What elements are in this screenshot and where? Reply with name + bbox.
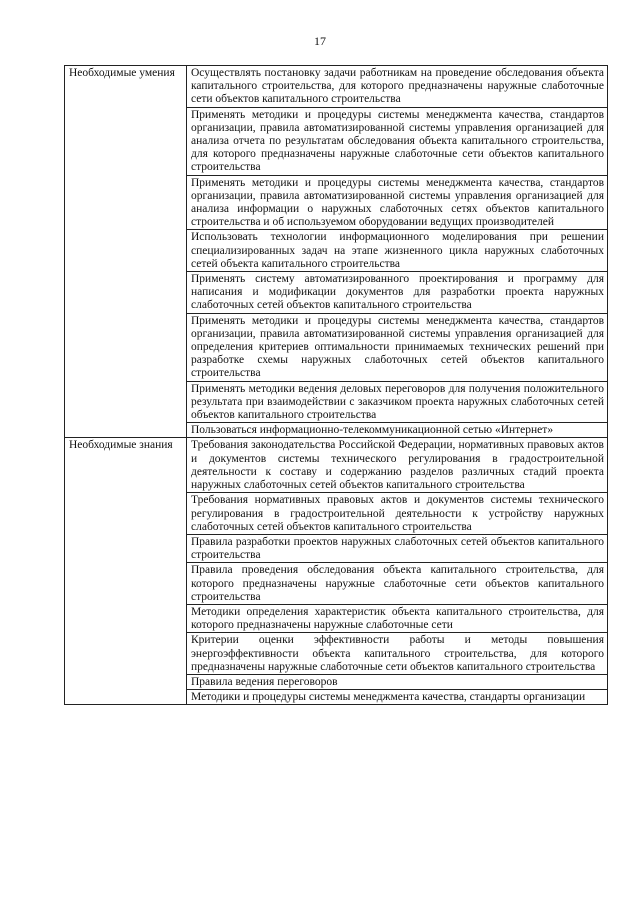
knowledge-item: Методики определения характеристик объекта капитального строительства, для которого предназначены наружные слаботочные сети bbox=[187, 604, 608, 632]
skill-item: Применять методики и процедуры системы менеджмента качества, стандартов организации, правила автоматизированной системы управления организацией для анализа отчета по результатам обследования объекта капитального строительства, для которого предназначены наружные слаботочные сети объектов капитального строительства bbox=[187, 107, 608, 175]
skill-item: Использовать технологии информационного моделирования при решении специализированных задач на этапе жизненного цикла наружных слаботочных сетей объекта капитального строительства bbox=[187, 230, 608, 272]
knowledge-item: Требования нормативных правовых актов и документов системы технического регулирования в градостроительной деятельности к устройству наружных слаботочных сетей объектов капитального строительства bbox=[187, 493, 608, 535]
table-row bbox=[65, 66, 608, 108]
skill-item: Осуществлять постановку задачи работникам на проведение обследования объекта капитального строительства, для которого предназначены наружные слаботочные сети объектов капитального строительства bbox=[187, 66, 608, 108]
knowledge-item: Правила ведения переговоров bbox=[187, 674, 608, 689]
table-row bbox=[65, 438, 608, 493]
page-number: 17 bbox=[314, 34, 326, 48]
skill-item: Применять систему автоматизированного проектирования и программу для написания и модификации документов для разработки проекта наружных слаботочных сетей объектов капитального строительства bbox=[187, 272, 608, 314]
skill-item: Применять методики и процедуры системы менеджмента качества, стандартов организации, правила автоматизированной системы управления организацией для определения критериев оптимальности принимаемых технических решений при разработке схемы наружных слаботочных сетей объектов капитального строительства bbox=[187, 313, 608, 381]
skill-item: Применять методики и процедуры системы менеджмента качества, стандартов организации, правила автоматизированной системы управления организацией для анализа информации о наружных слаботочных сетях объектов капитального строительства и об используемом оборудовании ведущих производителей bbox=[187, 175, 608, 230]
skill-item: Пользоваться информационно-телекоммуникационной сетью «Интернет» bbox=[187, 423, 608, 438]
knowledge-item: Требования законодательства Российской Федерации, нормативных правовых актов и документов системы технического регулирования в градостроительной деятельности к составу и содержанию разделов различных стадий проекта наружных слаботочных сетей объектов капитального строительства bbox=[187, 438, 608, 493]
knowledge-item: Методики и процедуры системы менеджмента качества, стандарты организации bbox=[187, 690, 608, 705]
skill-item: Применять методики ведения деловых переговоров для получения положительного результата при взаимодействии с заказчиком проекта наружных слаботочных сетей объектов капитального строительства bbox=[187, 381, 608, 423]
knowledge-item: Правила проведения обследования объекта капитального строительства, для которого предназначены наружные слаботочные сети объектов капитального строительства bbox=[187, 563, 608, 605]
requirements-table bbox=[64, 65, 608, 705]
knowledge-item: Критерии оценки эффективности работы и методы повышения энергоэффективности объекта капитального строительства, для которого предназначены наружные слаботочные сети объектов капитального строительства bbox=[187, 633, 608, 675]
knowledge-item: Правила разработки проектов наружных слаботочных сетей объектов капитального строительства bbox=[187, 534, 608, 562]
section-label-knowledge: Необходимые знания bbox=[65, 438, 187, 705]
section-label-skills: Необходимые умения bbox=[65, 66, 187, 438]
